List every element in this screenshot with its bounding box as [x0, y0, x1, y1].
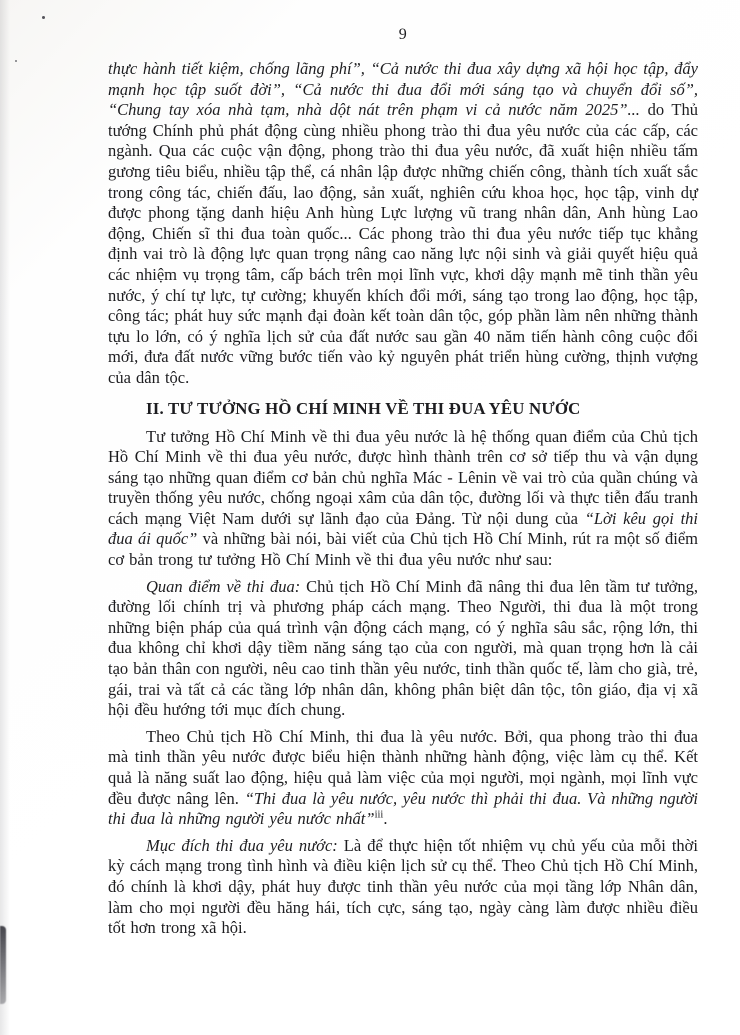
quoted-document-title: “Lời kêu gọi thi đua ái quốc”	[108, 508, 698, 549]
footnote-marker: iii	[374, 809, 384, 821]
page-number: 9	[398, 26, 408, 43]
paragraph-muc-dich	[108, 836, 698, 939]
paragraph-theo-chu-tich	[108, 727, 698, 830]
body-text: do Thủ tướng Chính phủ phát động cùng nhiều phong trào thi đua yêu nước của các cấp, các ngành. Qua các cuộc vận động, phong trào thi đua yêu nước, đã xuất hiện nhiều tấm gương tiêu biểu, nhiều tập thể, cá nhân lập được những chiến công, thành tích xuất sắc trong công tác, chiến đấu, lao động, sản xuất, nghiên cứu khoa học, học tập, vinh dự được phong tặng danh hiệu Anh hùng Lực lượng vũ trang nhân dân, Anh hùng Lao động, Chiến sĩ thi đua toàn quốc... Các phong trào thi đua yêu nước tiếp tục khẳng định vai trò là động lực quan trọng nâng cao năng lực nội sinh và giải quyết hiệu quả các nhiệm vụ trọng tâm, cấp bách trên mọi lĩnh vực, khơi dậy mạnh mẽ tinh thần yêu nước, ý chí tự lực, tự cường; khuyến khích đổi mới, sáng tạo trong lao động, học tập, công tác; phát huy sức mạnh đại đoàn kết toàn dân tộc, góp phần làm nên những thành tựu lo lớn, có ý nghĩa lịch sử của đất nước sau gần 40 năm tiến hành công cuộc đổi mới, đưa đất nước vững bước tiến vào kỷ nguyên phát triển hùng cường, thịnh vượng của dân tộc.	[108, 100, 699, 387]
section-heading: II. TƯ TƯỞNG HỒ CHÍ MINH VỀ THI ĐUA YÊU NƯỚC	[146, 398, 581, 418]
scan-speck	[42, 16, 45, 19]
text-block	[108, 59, 698, 945]
body-text: Theo Chủ tịch Hồ Chí Minh, thi đua là yêu nước. Bởi, qua phong trào thi đua mà tinh thần yêu nước được biểu hiện thành những hành động, việc làm cụ thể. Kết quả là năng suất lao động, hiệu quả làm việc của mọi người, mọi ngành, mọi lĩnh vực đều được nâng lên.	[108, 726, 698, 808]
quoted-ho-chi-minh-saying: “Thi đua là yêu nước, yêu nước thì phải thi đua. Và những người thi đua là những người yêu nước nhất”	[108, 788, 698, 829]
quoted-campaign-slogans: thực hành tiết kiệm, chống lãng phí”, “Cả nước thi đua xây dựng xã hội học tập, đẩy mạnh học tập suốt đời”, “Cả nước thi đua đổi mới sáng tạo và chuyển đổi số”, “Chung tay xóa nhà tạm, nhà dột nát trên phạm vi cả nước năm 2025”...	[108, 59, 698, 120]
lead-in-label: Mục đích thi đua yêu nước:	[146, 835, 338, 855]
scan-edge-shadow	[0, 0, 10, 1035]
body-text: Là để thực hiện tốt nhiệm vụ chủ yếu của mỗi thời kỳ cách mạng trong tình hình và điều kiện lịch sử cụ thể. Theo Chủ tịch Hồ Chí Minh, đó chính là khơi dậy, phát huy được tinh thần yêu nước của mọi tầng lớp Nhân dân, làm cho mọi người đều hăng hái, tích cực, sáng tạo, ngày càng làm được nhiều điều tốt hơn trong xã hội.	[108, 835, 698, 938]
body-text: và những bài nói, bài viết của Chủ tịch Hồ Chí Minh, rút ra một số điểm cơ bản trong tư tưởng Hồ Chí Minh về thi đua yêu nước như sau:	[108, 529, 698, 570]
body-text: .	[383, 809, 388, 829]
body-text: Chủ tịch Hồ Chí Minh đã nâng thi đua lên tầm tư tưởng, đường lối chính trị và phương pháp cách mạng. Theo Người, thi đua là một trong những biện pháp của quá trình vận động cách mạng, có ý nghĩa sâu sắc, rộng lớn, thi đua không chỉ khơi dậy tiềm năng sáng tạo của con người, mà quan trọng hơn là cải tạo bản thân con người, nêu cao tinh thần yêu nước, tinh thần quốc tế, làm cho già, trẻ, gái, trai và tất cả các tầng lớp nhân dân, không phân biệt dân tộc, tôn giáo, địa vị xã hội đều hướng tới mục đích chung.	[108, 576, 698, 720]
paragraph-continuation	[108, 59, 698, 389]
scan-speck	[15, 60, 17, 62]
paragraph-quan-diem	[108, 577, 698, 721]
body-text: Tư tưởng Hồ Chí Minh về thi đua yêu nước là hệ thống quan điểm của Chủ tịch Hồ Chí Minh về thi đua yêu nước, được hình thành trên cơ sở tiếp thu và vận dụng sáng tạo những quan điểm cơ bản chủ nghĩa Mác - Lênin về vai trò của quần chúng và truyền thống yêu nước, chống ngoại xâm của dân tộc, đường lối và thực tiễn đấu tranh cách mạng Việt Nam dưới sự lãnh đạo của Đảng. Từ nội dung của	[108, 426, 698, 528]
lead-in-label: Quan điểm về thi đua:	[146, 576, 301, 596]
paragraph-tu-tuong	[108, 427, 698, 571]
scan-smudge	[0, 926, 6, 1004]
